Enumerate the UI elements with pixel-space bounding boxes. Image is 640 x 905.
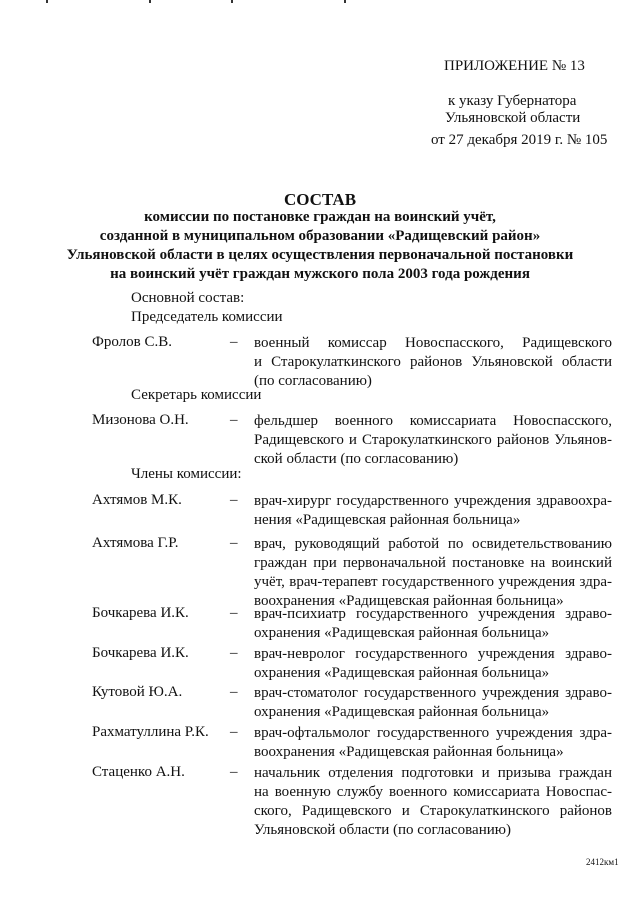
footer-code: 2412км1 (586, 857, 619, 867)
document-title: СОСТАВ (283, 190, 357, 209)
scan-speck (344, 0, 346, 3)
subtitle-line: на воинский учёт граждан мужского пола 2003 года рождения (110, 266, 530, 282)
member-role: врач-невролог государственного учреждения здраво- охранения «Радищевская районная больница» (254, 646, 612, 681)
header-line-date: от 27 декабря 2019 г. № 105 (431, 132, 608, 148)
member-name: Стаценко А.Н. (92, 764, 185, 780)
scan-speck (46, 0, 48, 3)
appendix-number: ПРИЛОЖЕНИЕ № 13 (444, 58, 585, 74)
member-role: начальник отделения подготовки и призыва граждан на военную службу военного комиссариата Новоспас- ского, Радищевского и Старокулаткинского районов Ульяновской области (по согласованию) (254, 765, 612, 838)
member-role: военный комиссар Новоспасского, Радищевского и Старокулаткинского районов Ульяновской области (по согласованию) (254, 335, 612, 389)
dash: – (230, 605, 238, 621)
section-chair: Председатель комиссии (131, 309, 283, 325)
member-role: врач-психиатр государственного учреждения здраво- охранения «Радищевская районная больница» (254, 606, 612, 641)
member-name: Бочкарева И.К. (92, 645, 189, 661)
section-main: Основной состав: (131, 290, 245, 306)
member-name: Кутовой Ю.А. (92, 684, 183, 700)
dash: – (230, 645, 238, 661)
member-name: Бочкарева И.К. (92, 605, 189, 621)
dash: – (230, 724, 238, 740)
dash: – (230, 535, 238, 551)
header-line-decree: к указу Губернатора (448, 93, 577, 109)
scan-speck (149, 0, 151, 3)
member-name: Ахтямов М.К. (92, 492, 182, 508)
subtitle-line: созданной в муниципальном образовании «Радищевский район» (99, 228, 541, 244)
member-name: Ахтямова Г.Р. (92, 535, 179, 551)
member-role: врач-стоматолог государственного учреждения здраво- охранения «Радищевская районная больница» (254, 685, 612, 720)
scan-speck (231, 0, 233, 3)
member-role: фельдшер военного комиссариата Новоспасского, Радищевского и Старокулаткинского районов Ульянов- ской области (по согласованию) (254, 413, 612, 467)
dash: – (230, 684, 238, 700)
member-name: Рахматуллина Р.К. (92, 724, 209, 740)
member-role: врач-офтальмолог государственного учреждения здра- воохранения «Радищевская районная больница» (254, 725, 612, 760)
member-role: врач, руководящий работой по освидетельствованию граждан при первоначальной постановке на воинский учёт, врач-терапевт государственного учреждения здра- воохранения «Радищевская районная больница» (254, 536, 612, 609)
dash: – (230, 492, 238, 508)
subtitle-line: комиссии по постановке граждан на воинский учёт, (144, 209, 496, 225)
section-members: Члены комиссии: (131, 466, 242, 482)
dash: – (230, 764, 238, 780)
dash: – (230, 334, 238, 350)
member-name: Фролов С.В. (92, 334, 172, 350)
header-line-region: Ульяновской области (445, 110, 581, 126)
member-role: врач-хирург государственного учреждения здравоохра- нения «Радищевская районная больница» (254, 493, 612, 528)
subtitle-line: Ульяновской области в целях осуществления первоначальной постановки (66, 247, 574, 263)
dash: – (230, 412, 238, 428)
section-secretary: Секретарь комиссии (131, 387, 262, 403)
member-name: Мизонова О.Н. (92, 412, 189, 428)
